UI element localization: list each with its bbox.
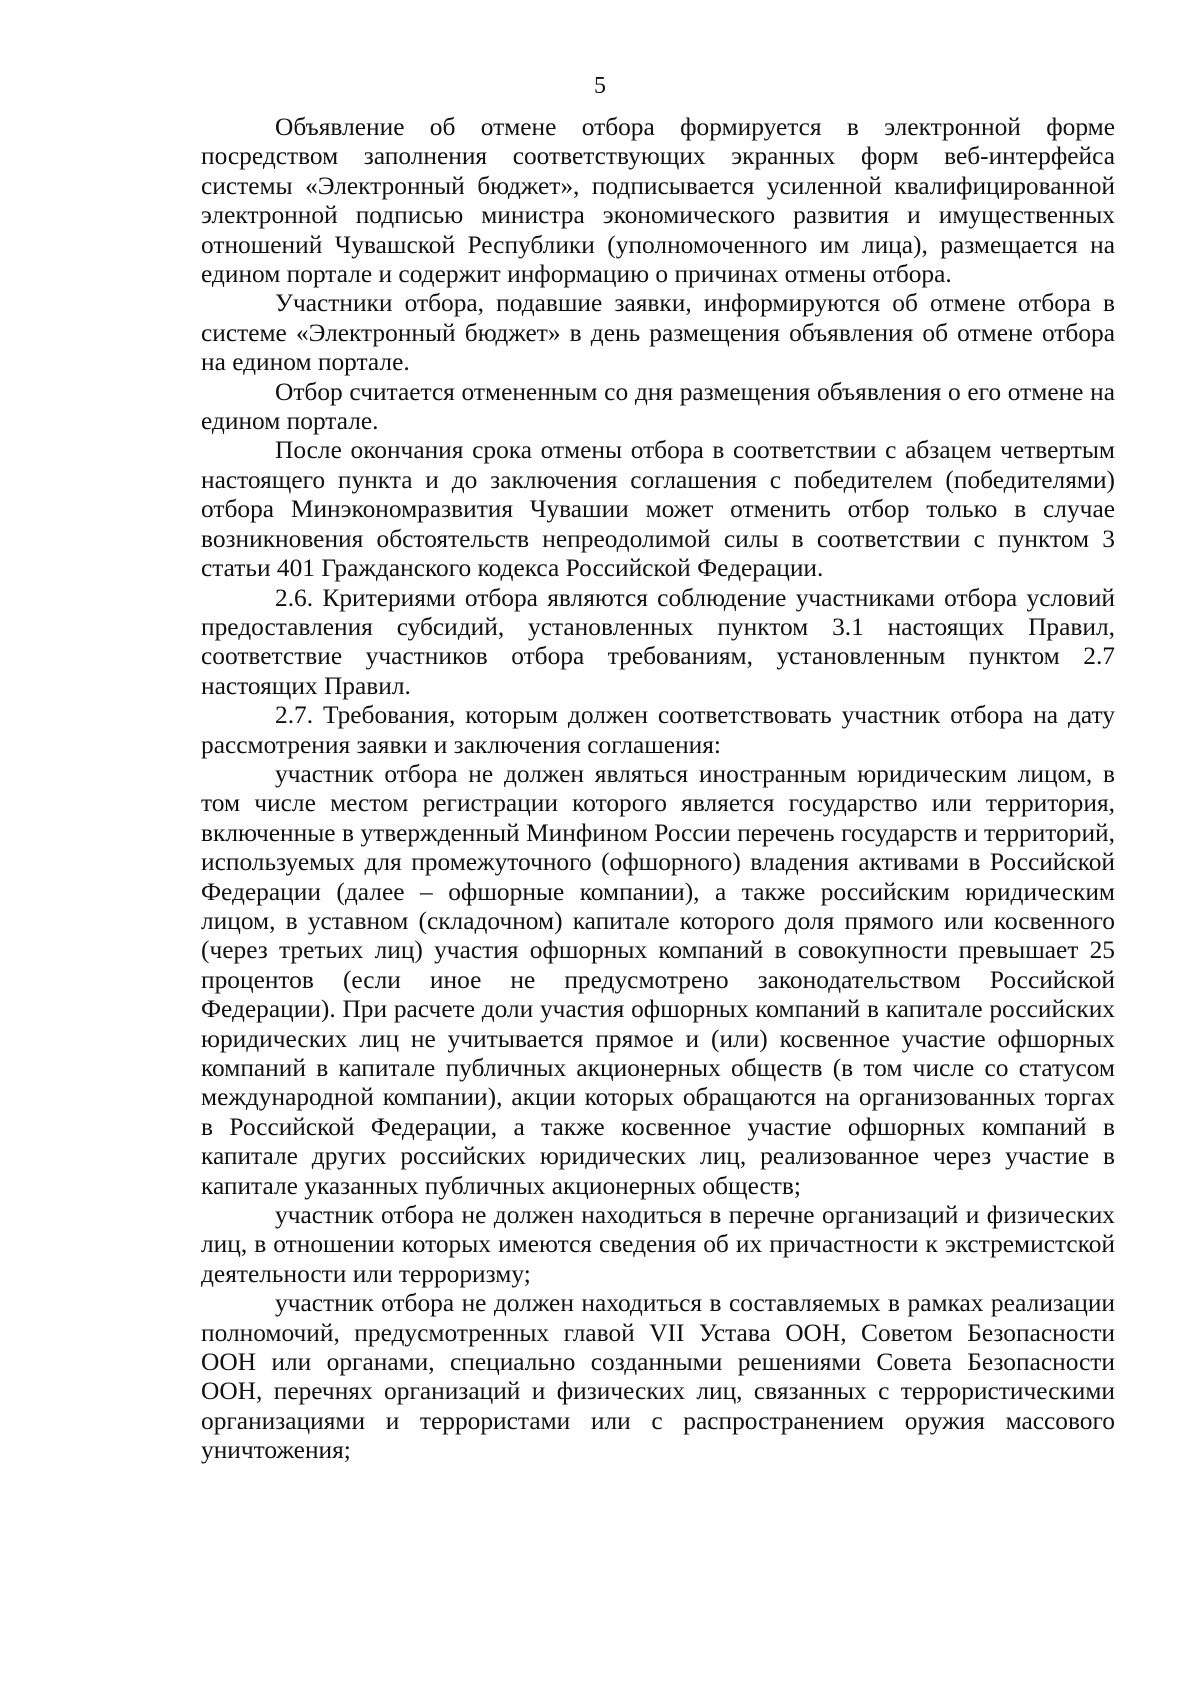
document-body	[201, 113, 1115, 1466]
paragraph-2-6-criteria: 2.6. Критериями отбора являются соблюдение участниками отбора условий предоставления субсидий, установленных пунктом 3.1 настоящих Правил, соответствие участников отбора требованиям, установленным пунктом 2.7 настоящих Правил.	[201, 583, 1115, 700]
paragraph-selection-cancelled: Отбор считается отмененным со дня размещения объявления о его отмене на едином портале.	[201, 377, 1115, 436]
paragraph-force-majeure: После окончания срока отмены отбора в соответствии с абзацем четвертым настоящего пункта и до заключения соглашения с победителем (победителями) отбора Минэкономразвития Чувашии может отменить отбор только в случае возникновения обстоятельств непреодолимой силы в соответствии с пунктом 3 статьи 401 Гражданского кодекса Российской Федерации.	[201, 436, 1115, 583]
paragraph-offshore-requirement: участник отбора не должен являться иностранным юридическим лицом, в том числе местом регистрации которого является государство или территория, включенные в утвержденный Минфином России перечень государств и территорий, используемых для промежуточного (офшорного) владения активами в Российской Федерации (далее – офшорные компании), а также российским юридическим лицом, в уставном (складочном) капитале которого доля прямого или косвенного (через третьих лиц) участия офшорных компаний в совокупности превышает 25 процентов (если иное не предусмотрено законодательством Российской Федерации). При расчете доли участия офшорных компаний в капитале российских юридических лиц не учитывается прямое и (или) косвенное участие офшорных компаний в капитале публичных акционерных обществ (в том числе со статусом международной компании), акции которых обращаются на организованных торгах в Российской Федерации, а также косвенное участие офшорных компаний в капитале других российских юридических лиц, реализованное через участие в капитале указанных публичных акционерных обществ;	[201, 759, 1115, 1200]
paragraph-participants-informed: Участники отбора, подавшие заявки, информируются об отмене отбора в системе «Электронный бюджет» в день размещения объявления об отмене отбора на едином портале.	[201, 289, 1115, 377]
paragraph-2-7-requirements: 2.7. Требования, которым должен соответствовать участник отбора на дату рассмотрения заявки и заключения соглашения:	[201, 701, 1115, 759]
paragraph-un-lists-requirement: участник отбора не должен находиться в составляемых в рамках реализации полномочий, предусмотренных главой VII Устава ООН, Советом Безопасности ООН или органами, специально созданными решениями Совета Безопасности ООН, перечнях организаций и физических лиц, связанных с террористическими организациями и террористами или с распространением оружия массового уничтожения;	[201, 1289, 1115, 1465]
page-number: 5	[594, 73, 606, 99]
paragraph-extremism-requirement: участник отбора не должен находиться в перечне организаций и физических лиц, в отношении которых имеются сведения об их причастности к экстремистской деятельности или терроризму;	[201, 1201, 1115, 1288]
paragraph-cancellation-notice: Объявление об отмене отбора формируется в электронной форме посредством заполнения соответствующих экранных форм веб-интерфейса системы «Электронный бюджет», подписывается усиленной квалифицированной электронной подписью министра экономического развития и имущественных отношений Чувашской Республики (уполномоченного им лица), размещается на едином портале и содержит информацию о причинах отмены отбора.	[201, 113, 1115, 289]
